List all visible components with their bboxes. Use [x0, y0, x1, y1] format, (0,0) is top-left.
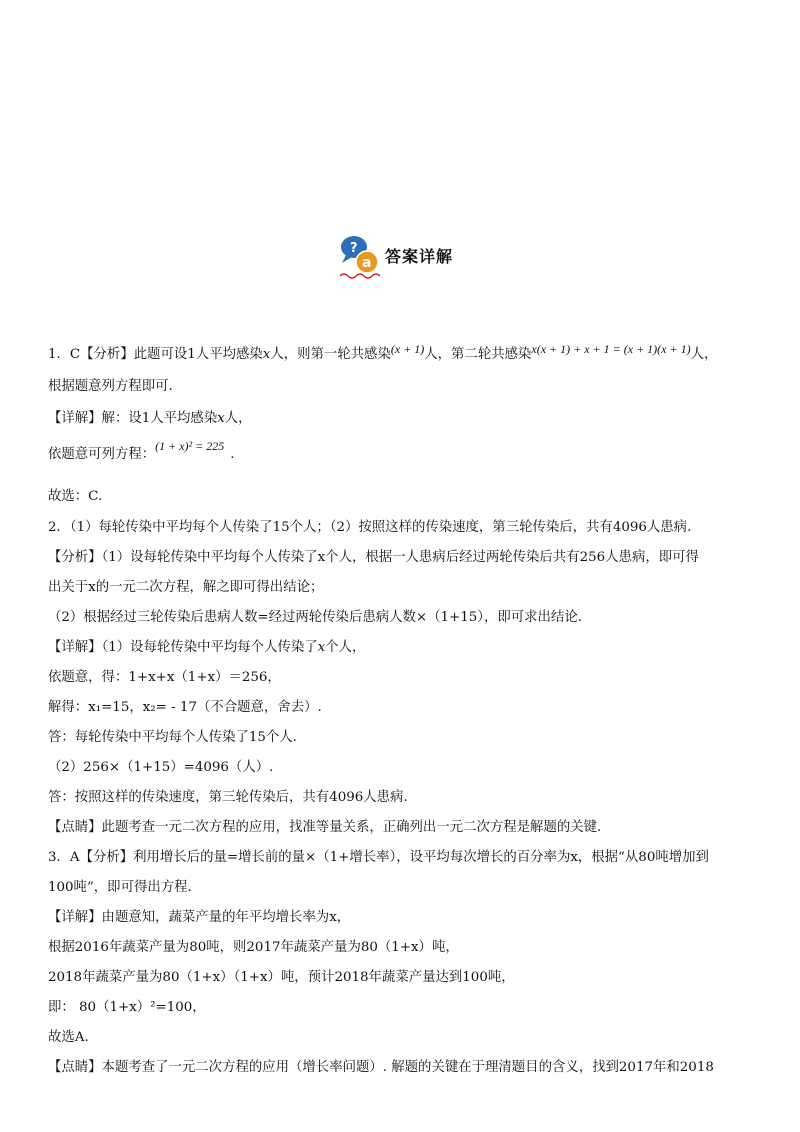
- p1-line4: 依题意可列方程：(1 + x)² = 225.: [48, 439, 235, 462]
- question-answer-bubble-icon: [338, 232, 386, 280]
- p2-line9: （2）256×（1+15）=4096（人）.: [48, 760, 274, 775]
- p2-line11: 【点睛】此题考查一元二次方程的应用，找准等量关系，正确列出一元二次方程是解题的关键.: [48, 820, 602, 835]
- svg-text:a: a: [362, 255, 372, 271]
- p3-line8: 【点睛】本题考查了一元二次方程的应用（增长率问题）. 解题的关键在于理清题目的含义，找到2017年和2018: [48, 1060, 714, 1075]
- p2-line1: 2．（1）每轮传染中平均每个人传染了15个人；（2）按照这样的传染速度，第三轮传染后，共有4096人患病.: [48, 520, 692, 535]
- p3-line1: 3．A【分析】利用增长后的量=增长前的量×（1+增长率），设平均每次增长的百分率为x，根据“从80吨增加到: [48, 850, 709, 865]
- p2-line2: 【分析】（1）设每轮传染中平均每个人传染了x个人，根据一人患病后经过两轮传染后共有256人患病，即可得: [48, 550, 699, 565]
- p3-line7: 故选A.: [48, 1030, 89, 1045]
- p3-line2: 100吨”，即可得出方程.: [48, 880, 192, 895]
- p3-line6: 即： 80（1+x）²=100，: [48, 1000, 206, 1015]
- p2-line8: 答：每轮传染中平均每个人传染了15个人.: [48, 730, 297, 745]
- p1-line3: 【详解】解：设1人平均感染x人，: [48, 411, 252, 426]
- p3-line5: 2018年蔬菜产量为80（1+x）（1+x）吨，预计2018年蔬菜产量达到100吨，: [48, 970, 515, 985]
- svg-text:?: ?: [350, 241, 358, 256]
- p2-line5: 【详解】（1）设每轮传染中平均每个人传染了x个人，: [48, 640, 366, 655]
- answer-header: [338, 232, 458, 282]
- p1-line5: 故选：C.: [48, 489, 103, 504]
- p2-line6: 依题意，得：1+x+x（1+x）＝256，: [48, 670, 281, 685]
- p2-line4: （2）根据经过三轮传染后患病人数=经过两轮传染后患病人数×（1+15），即可求出结论.: [48, 610, 582, 625]
- p1-line2: 根据题意列方程即可.: [48, 379, 173, 394]
- p2-line10: 答：按照这样的传染速度，第三轮传染后，共有4096人患病.: [48, 790, 408, 805]
- p2-line3: 出关于x的一元二次方程，解之即可得出结论；: [48, 580, 324, 595]
- p2-line7: 解得：x₁=15，x₂= - 17（不合题意，舍去）.: [48, 700, 322, 715]
- p3-line4: 根据2016年蔬菜产量为80吨，则2017年蔬菜产量为80（1+x）吨，: [48, 940, 459, 955]
- p3-line3: 【详解】由题意知，蔬菜产量的年平均增长率为x，: [48, 910, 351, 925]
- page-title: 答案详解: [385, 247, 454, 266]
- p1-line1: 1．C【分析】此题可设1人平均感染x人，则第一轮共感染(x + 1)人，第二轮共感染x(x + 1) + x + 1 = (x + 1)(x + 1)人，: [48, 342, 718, 362]
